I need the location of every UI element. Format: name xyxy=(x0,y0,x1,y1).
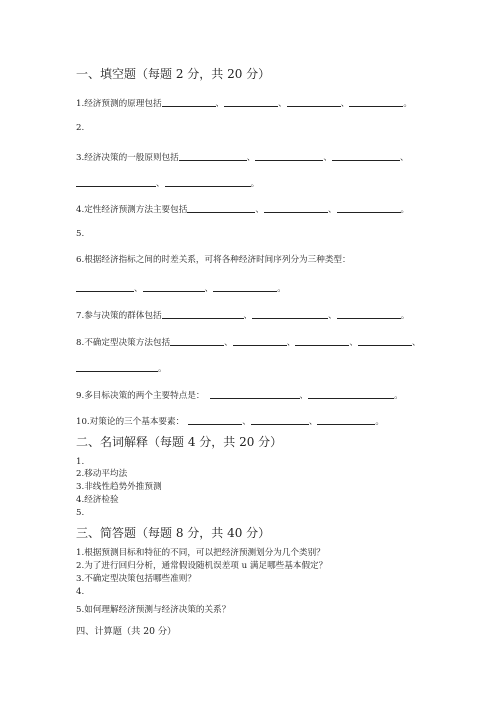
term-item: 4.经济检验 xyxy=(76,495,119,505)
question-fill-10 xyxy=(76,415,384,427)
question-fill-1 xyxy=(76,97,412,109)
answer-blank[interactable] xyxy=(76,282,134,292)
question-text: 3.经济决策的一般原则包括 xyxy=(76,153,179,163)
short-answer-item: 4. xyxy=(76,587,85,597)
separator: 、 xyxy=(349,338,358,348)
answer-blank[interactable] xyxy=(332,151,400,161)
short-answer-item: 2.为了进行回归分析，通常假设随机误差项 u 满足哪些基本假定？ xyxy=(76,561,328,571)
separator: 。 xyxy=(400,205,410,215)
question-fill-4 xyxy=(76,203,409,215)
answer-blank[interactable] xyxy=(170,336,224,346)
question-text: 8.不确定型决策方法包括 xyxy=(76,338,171,348)
section-heading-fill-in: 一、填空题（每题 2 分，共 20 分） xyxy=(76,67,271,81)
separator: 。 xyxy=(400,311,410,321)
separator: 、 xyxy=(255,205,264,215)
answer-blank[interactable] xyxy=(255,151,323,161)
separator: 。 xyxy=(158,364,167,374)
answer-blank[interactable] xyxy=(337,203,401,213)
question-fill-7 xyxy=(76,309,409,321)
answer-blank[interactable] xyxy=(187,203,255,213)
question-fill-6: 6.根据经济指标之间的时差关系，可将各种经济时间序列分为三种类型： xyxy=(76,255,351,265)
question-fill-8 xyxy=(76,336,421,348)
term-item: 3.非线性趋势外推预测 xyxy=(76,482,162,492)
question-fill-5: 5. xyxy=(76,229,85,239)
separator: 、 xyxy=(204,284,214,294)
separator: 、 xyxy=(278,99,287,109)
separator: 、 xyxy=(242,417,251,427)
answer-blank[interactable] xyxy=(295,336,349,346)
separator: 、 xyxy=(246,153,256,163)
section-heading-short-answer: 三、简答题（每题 8 分，共 40 分） xyxy=(76,526,271,540)
answer-blank[interactable] xyxy=(76,362,158,372)
separator: 、 xyxy=(399,153,409,163)
separator: 。 xyxy=(403,99,412,109)
question-text: 1.经济预测的原理包括 xyxy=(76,99,162,109)
separator: 、 xyxy=(308,417,318,427)
term-item: 5. xyxy=(76,508,85,518)
separator: 、 xyxy=(243,311,253,321)
answer-blank[interactable] xyxy=(349,97,403,107)
short-answer-item: 3.不确定型决策包括哪些准则？ xyxy=(76,574,196,584)
short-answer-item: 5.如何理解经济预测与经济决策的关系？ xyxy=(76,605,231,615)
answer-blank[interactable] xyxy=(233,336,287,346)
separator: 、 xyxy=(156,179,165,189)
term-item: 1. xyxy=(76,457,85,467)
separator: 。 xyxy=(394,391,403,401)
separator: 。 xyxy=(250,179,260,189)
answer-blank[interactable] xyxy=(162,309,244,319)
separator: 、 xyxy=(340,99,350,109)
answer-blank[interactable] xyxy=(358,336,412,346)
answer-blank[interactable] xyxy=(224,97,278,107)
section-heading-calculation: 四、计算题（共 20 分） xyxy=(76,626,177,637)
short-answer-item: 1.根据预测目标和特征的不同，可以把经济预测划分为几个类别？ xyxy=(76,548,325,558)
answer-blank[interactable] xyxy=(162,97,216,107)
answer-blank[interactable] xyxy=(252,309,328,319)
answer-blank[interactable] xyxy=(337,309,401,319)
separator: 。 xyxy=(277,284,286,294)
question-fill-6-cont xyxy=(76,282,286,294)
answer-blank[interactable] xyxy=(264,203,328,213)
question-text: 9.多目标决策的两个主要特点是： xyxy=(76,391,205,401)
separator: 、 xyxy=(286,338,296,348)
answer-blank[interactable] xyxy=(179,151,247,161)
answer-blank[interactable] xyxy=(143,282,205,292)
separator: 、 xyxy=(134,284,143,294)
answer-blank[interactable] xyxy=(308,389,394,399)
question-fill-9 xyxy=(76,389,403,401)
answer-blank[interactable] xyxy=(188,415,242,425)
term-item: 2.移动平均法 xyxy=(76,469,128,479)
separator: 、 xyxy=(224,338,233,348)
separator: 、 xyxy=(327,205,337,215)
separator: 、 xyxy=(411,338,421,348)
question-text: 4.定性经济预测方法主要包括 xyxy=(76,205,188,215)
answer-blank[interactable] xyxy=(251,415,309,425)
separator: 、 xyxy=(215,99,225,109)
answer-blank[interactable] xyxy=(287,97,341,107)
section-heading-terms: 二、名词解释（每题 4 分，共 20 分） xyxy=(76,435,283,449)
separator: 、 xyxy=(323,153,332,163)
question-fill-3 xyxy=(76,151,409,163)
separator: 。 xyxy=(375,417,385,427)
answer-blank[interactable] xyxy=(213,282,277,292)
question-fill-3-cont xyxy=(76,177,259,189)
separator: 、 xyxy=(328,311,337,321)
answer-blank[interactable] xyxy=(165,177,251,187)
question-fill-8-cont xyxy=(76,362,167,374)
answer-blank[interactable] xyxy=(210,389,300,399)
answer-blank[interactable] xyxy=(76,177,156,187)
question-text: 10.对策论的三个基本要素： xyxy=(76,417,185,427)
question-text: 7.参与决策的群体包括 xyxy=(76,311,162,321)
question-fill-2: 2. xyxy=(76,123,85,133)
separator: 、 xyxy=(299,391,309,401)
answer-blank[interactable] xyxy=(317,415,375,425)
